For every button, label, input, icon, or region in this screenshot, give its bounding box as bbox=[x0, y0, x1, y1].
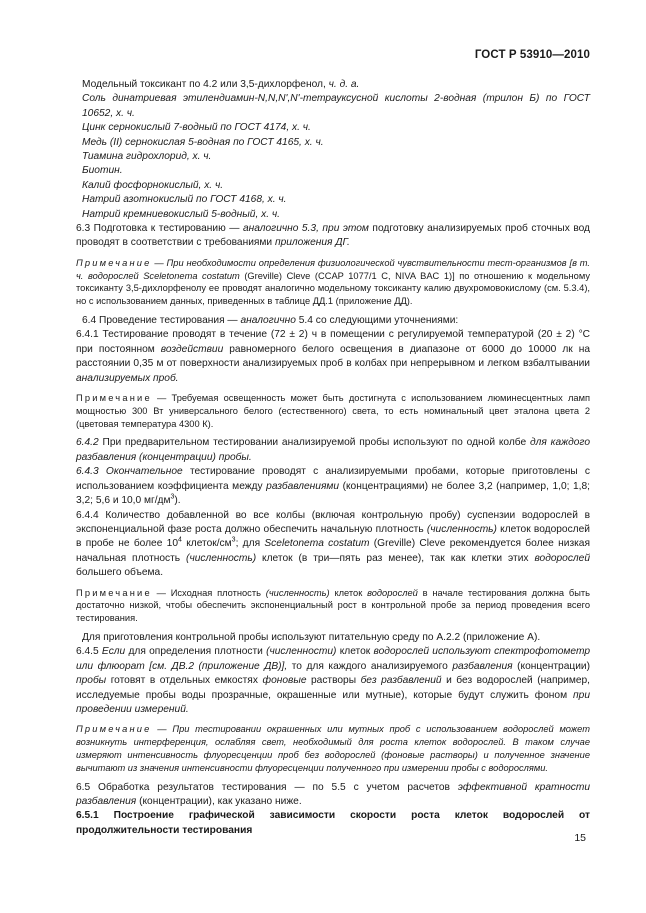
paragraph-6-4-5: 6.4.5 Если для определения плотности (численности) клеток водорослей используют спектрофотометр или флюорат [см. ДВ.2 (приложение ДВ)], то для каждого анализируемого разбавления (концентрации) пробы готовят в отдельных емкостях фоновые растворы без разбавлений и без водорослей (например, исследуемые пробы воды прозрачные, окрашенные или мутные), которые будут служить фоном при проведении измерений. bbox=[76, 646, 590, 715]
paragraph-control-sample: Для приготовления контрольной пробы используют питательную среду по А.2.2 (приложение А). bbox=[82, 631, 541, 643]
paragraph-6-4-2: 6.4.2 При предварительном тестировании анализируемой пробы используют по одной колбе для каждого разбавления (концентрации) пробы. bbox=[76, 437, 590, 463]
reagent-line-copper: Медь (II) сернокислая 5-водная по ГОСТ 4165, х. ч. bbox=[82, 136, 324, 148]
reagent-line-biotin: Биотин. bbox=[82, 165, 123, 177]
note-illumination: Примечание — Требуемая освещенность может быть достигнута с использованием люминесцентных ламп мощностью 300 Вт универсального белого (естественного) света, то есть номинальный цвет эталона цвета 2 (цветовая температура 4300 К). bbox=[76, 393, 590, 429]
reagent-line-trilon: Соль динатриевая этилендиамин-N,N,N',N'-тетрауксусной кислоты 2-водная (трилон Б) по ГОСТ 10652, х. ч. bbox=[82, 93, 590, 119]
reagent-line-thiamine: Тиамина гидрохлорид, х. ч. bbox=[82, 151, 212, 163]
reagent-line-sodium-nitrate: Натрий азотнокислый по ГОСТ 4168, х. ч. bbox=[82, 194, 287, 206]
reagent-line-zinc: Цинк сернокислый 7-водный по ГОСТ 4174, х. ч. bbox=[82, 122, 311, 134]
reagent-line-potassium-phosphate: Калий фосфорнокислый, х. ч. bbox=[82, 179, 224, 191]
page-content bbox=[76, 78, 591, 838]
note-initial-density: Примечание — Исходная плотность (численность) клеток водорослей в начале тестирования должна быть достаточно низкой, чтобы обеспечить экспоненциальный рост в контрольной пробе за период проведения всего тестирования. bbox=[76, 587, 590, 624]
paragraph-6-4-4: 6.4.4 Количество добавленной во все колбы (включая контрольную пробу) суспензии водорослей в экспоненциальной фазе роста должно обеспечить начальную плотность (численность) клеток водорослей в пробе не более $10^4$ клеток/$см^3$; для Sceletonema costatum (Greville) Cleve рекомендуется более низкая начальная плотность (численность) клеток (в три—пять раз менее), так как клетки этих водорослей большего объема. bbox=[76, 509, 590, 579]
note-colored-turbid-samples: Примечание — При тестировании окрашенных или мутных проб с использованием водорослей может возникнуть интерференция, ослабляя свет, необходимый для роста клеток водорослей. В таком случае измеряют интенсивность флуоресценции проб без водорослей (фоновые растворы) и полученное значение вычитают из значения интенсивности флуоресценции полученного при измерении пробы с водорослями. bbox=[76, 724, 590, 773]
page-number: 15 bbox=[574, 832, 586, 844]
paragraph-6-4-1: 6.4.1 Тестирование проводят в течение (72 ± 2) ч в помещении с регулируемой температурой (20 ± 2) °С при постоянном воздействии равномерного белого освещения в диапазоне от 6000 до 10000 лк на расстоянии 0,35 м от поверхности анализируемых проб в колбах при непрерывном и легком взбалтывании анализируемых проб. bbox=[76, 329, 591, 384]
heading-6-5-1: 6.5.1 Построение графической зависимости скорости роста клеток водорослей от продолжительности тестирования bbox=[76, 810, 590, 836]
paragraph-6-5: 6.5 Обработка результатов тестирования — по 5.5 с учетом расчетов эффективной кратности разбавления (концентрации), как указано ниже. bbox=[76, 781, 591, 807]
document-code-header: ГОСТ Р 53910—2010 bbox=[474, 49, 590, 61]
paragraph-6-3: 6.3 Подготовка к тестированию — аналогично 5.3, при этом подготовку анализируемых проб сточных вод проводят в соответствии с требованиями приложения ДГ. bbox=[76, 223, 591, 249]
reagent-line-sodium-silicate: Натрий кремниевокислый 5-водный, х. ч. bbox=[82, 208, 280, 220]
paragraph-6-4-3: 6.4.3 Окончательное тестирование проводят с анализируемыми пробами, которые приготовлены с использованием коэффициента между разбавлениями (концентрациями) не более 3,2 (например, 1,0; 1,8; 3,2; 5,6 и 10,0 $мг/дм^3$). bbox=[76, 466, 590, 507]
reagent-line-toxicant: Модельный токсикант по 4.2 или 3,5-дихлорфенол, ч. д. а. bbox=[82, 79, 360, 90]
paragraph-6-4: 6.4 Проведение тестирования — аналогично 5.4 со следующими уточнениями: bbox=[82, 315, 459, 327]
note-physiological-sensitivity: Примечание — При необходимости определения физиологической чувствительности тест-организмов [в т. ч. водорослей Sceletonema costatum (Greville) Cleve (CCAP 1077/1 C, NIVA BAC 1)] по отношению к модельному токсиканту 3,5-дихлорфенолу ее проводят аналогично модельному токсиканту калию двухромовокислому (см. 5.3.4), но с использованием данных, приведенных в таблице ДД.1 (приложение ДД). bbox=[76, 257, 590, 307]
